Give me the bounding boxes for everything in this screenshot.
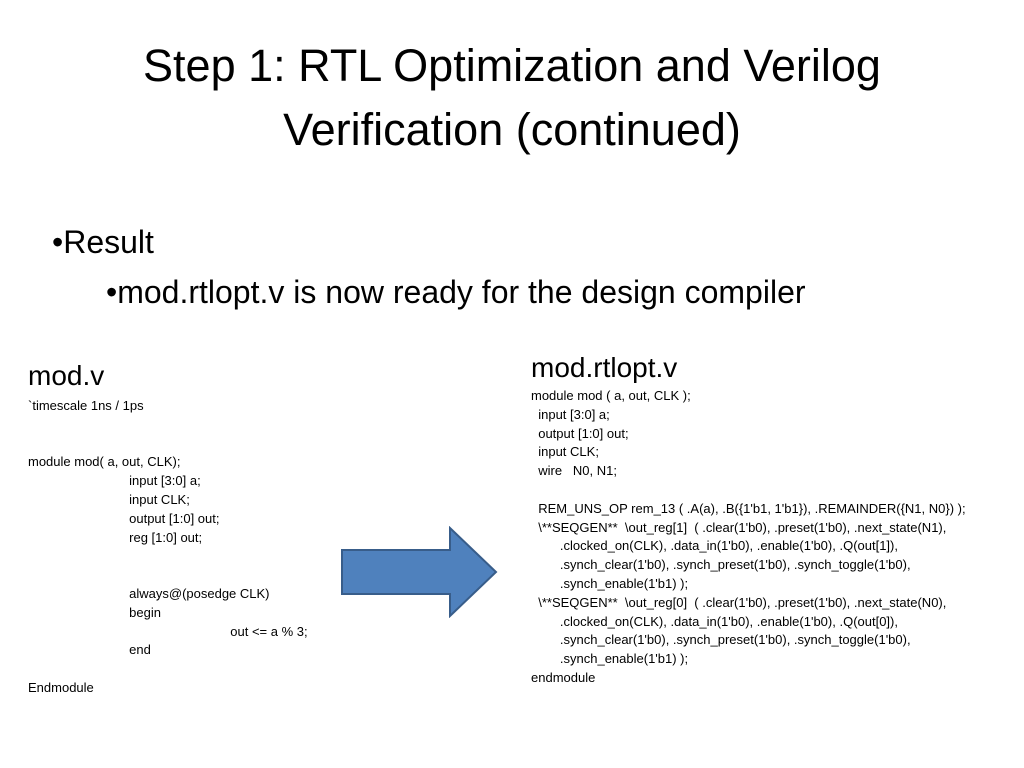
right-code-heading: mod.rtlopt.v [531, 352, 678, 383]
code-line: \**SEQGEN** \out_reg[0] ( .clear(1'b0), .preset(1'b0), .next_state(N0), [531, 594, 947, 610]
code-line [28, 547, 308, 566]
code-line [28, 435, 308, 454]
code-line [531, 481, 966, 500]
right-code-block [531, 387, 966, 688]
code-line: input [3:0] a; [28, 473, 201, 489]
right-arrow-icon [340, 526, 498, 618]
code-line: out <= a % 3; [28, 623, 308, 639]
code-line: input CLK; [531, 444, 599, 460]
code-line: `timescale 1ns / 1ps [28, 398, 144, 413]
code-line: begin [28, 604, 161, 620]
slide-title-line-1: Step 1: RTL Optimization and Verilog [143, 40, 881, 91]
code-line: .synch_clear(1'b0), .synch_preset(1'b0), .synch_toggle(1'b0), [531, 557, 911, 573]
code-line: .clocked_on(CLK), .data_in(1'b0), .enable(1'b0), .Q(out[0]), [531, 613, 898, 629]
code-line: module mod ( a, out, CLK ); [531, 388, 691, 403]
code-line: always@(posedge CLK) [28, 585, 270, 601]
right-arrow-shape [342, 528, 496, 616]
code-line: endmodule [531, 669, 596, 685]
code-line: reg [1:0] out; [28, 529, 203, 545]
slide-title [40, 34, 984, 162]
code-line: .synch_clear(1'b0), .synch_preset(1'b0), .synch_toggle(1'b0), [531, 632, 911, 648]
code-line: output [1:0] out; [28, 510, 220, 526]
code-line: module mod( a, out, CLK); [28, 454, 181, 470]
code-line: output [1:0] out; [531, 425, 629, 441]
code-line [28, 660, 308, 679]
code-line: .synch_enable(1'b1) ); [531, 651, 689, 667]
code-line: wire N0, N1; [531, 463, 617, 479]
code-line: input CLK; [28, 491, 190, 507]
code-line: \**SEQGEN** \out_reg[1] ( .clear(1'b0), .preset(1'b0), .next_state(N1), [531, 519, 947, 535]
code-line: Endmodule [28, 679, 94, 695]
code-line [28, 566, 308, 585]
code-line: end [28, 642, 151, 658]
code-line: .clocked_on(CLK), .data_in(1'b0), .enable(1'b0), .Q(out[1]), [531, 538, 898, 554]
bullet-ready-for-compiler: •mod.rtlopt.v is now ready for the design compiler [106, 274, 806, 310]
code-line [28, 416, 308, 435]
left-code-block [28, 397, 308, 698]
left-code-heading: mod.v [28, 360, 105, 391]
bullet-result: •Result [52, 224, 154, 260]
code-line: .synch_enable(1'b1) ); [531, 575, 689, 591]
slide-title-line-2: Verification (continued) [283, 104, 741, 155]
code-line: REM_UNS_OP rem_13 ( .A(a), .B({1'b1, 1'b1}), .REMAINDER({N1, N0}) ); [531, 500, 966, 516]
code-line: input [3:0] a; [531, 406, 610, 422]
